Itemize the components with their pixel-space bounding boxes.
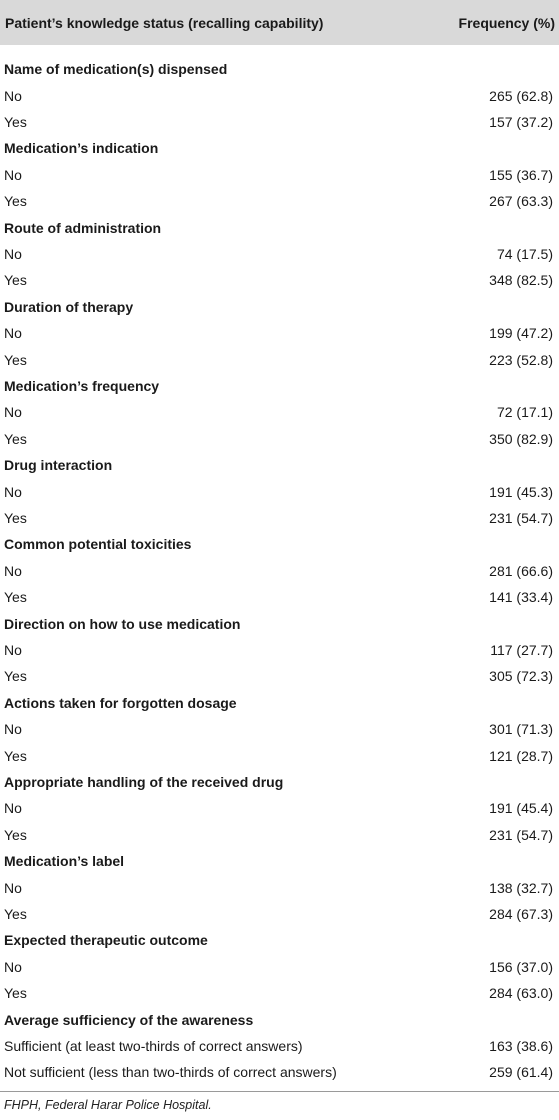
section-title: Average sufficiency of the awareness (4, 1011, 254, 1028)
row-frequency-value: 223 (52.8) (489, 351, 553, 368)
section-title: Medication’s frequency (4, 377, 160, 394)
column-header-frequency: Frequency (%) (458, 14, 555, 31)
row-frequency-value: 191 (45.4) (489, 800, 553, 817)
row-frequency-value: 72 (17.1) (496, 404, 553, 421)
row-label: Yes (4, 747, 27, 764)
row-label: Not sufficient (less than two-thirds of correct answers) (4, 1064, 337, 1081)
section-title: Common potential toxicities (4, 536, 192, 553)
table-row (0, 822, 559, 848)
table-row (0, 346, 559, 372)
section-header-row (0, 769, 559, 795)
table-row (0, 162, 559, 188)
section-header-row (0, 1006, 559, 1032)
row-label: No (4, 641, 22, 658)
table-row (0, 109, 559, 135)
row-frequency-value: 231 (54.7) (489, 509, 553, 526)
row-label: Yes (4, 509, 27, 526)
table-footnote: FHPH, Federal Harar Police Hospital. (4, 1098, 212, 1112)
row-label: Yes (4, 668, 27, 685)
row-frequency-value: 163 (38.6) (489, 1037, 553, 1054)
section-header-row (0, 531, 559, 557)
section-header-row (0, 690, 559, 716)
row-label: No (4, 404, 22, 421)
section-header-row (0, 373, 559, 399)
section-title: Medication’s indication (4, 140, 159, 157)
table-row (0, 320, 559, 346)
section-title: Medication’s label (4, 853, 125, 870)
row-frequency-value: 74 (17.5) (496, 245, 553, 262)
section-header-row (0, 56, 559, 82)
row-label: No (4, 245, 22, 262)
row-label: Yes (4, 113, 27, 130)
table-row (0, 399, 559, 425)
row-label: Yes (4, 272, 27, 289)
row-frequency-value: 267 (63.3) (489, 193, 553, 210)
section-title: Actions taken for forgotten dosage (4, 694, 237, 711)
table-bottom-rule (0, 1091, 559, 1092)
table-row (0, 663, 559, 689)
table-row (0, 716, 559, 742)
table-row (0, 505, 559, 531)
section-title: Duration of therapy (4, 298, 134, 315)
row-frequency-value: 191 (45.3) (489, 483, 553, 500)
section-header-row (0, 294, 559, 320)
row-frequency-value: 157 (37.2) (489, 113, 553, 130)
row-frequency-value: 138 (32.7) (489, 879, 553, 896)
row-frequency-value: 117 (27.7) (490, 641, 553, 658)
table-row (0, 584, 559, 610)
row-label: No (4, 800, 22, 817)
row-frequency-value: 348 (82.5) (489, 272, 553, 289)
row-frequency-value: 259 (61.4) (489, 1064, 553, 1081)
row-label: No (4, 562, 22, 579)
row-frequency-value: 199 (47.2) (489, 325, 553, 342)
row-frequency-value: 156 (37.0) (489, 958, 553, 975)
row-frequency-value: 284 (63.0) (489, 985, 553, 1002)
table-row (0, 1033, 559, 1059)
row-label: Yes (4, 985, 27, 1002)
table-row (0, 1059, 559, 1085)
row-frequency-value: 141 (33.4) (489, 589, 553, 606)
section-header-row (0, 610, 559, 636)
table-row (0, 188, 559, 214)
table-row (0, 637, 559, 663)
section-title: Appropriate handling of the received drug (4, 773, 284, 790)
section-header-row (0, 452, 559, 478)
table-row (0, 901, 559, 927)
table-row (0, 478, 559, 504)
row-label: Yes (4, 826, 27, 843)
section-header-row (0, 927, 559, 953)
section-header-row (0, 848, 559, 874)
table-row (0, 980, 559, 1006)
table-row (0, 742, 559, 768)
section-title: Direction on how to use medication (4, 615, 241, 632)
table-row (0, 82, 559, 108)
section-title: Drug interaction (4, 457, 113, 474)
row-frequency-value: 301 (71.3) (489, 721, 553, 738)
section-header-row (0, 135, 559, 161)
row-label: No (4, 483, 22, 500)
row-frequency-value: 305 (72.3) (489, 668, 553, 685)
row-frequency-value: 155 (36.7) (489, 166, 553, 183)
row-frequency-value: 350 (82.9) (489, 430, 553, 447)
row-label: Yes (4, 589, 27, 606)
table-header-row (0, 0, 559, 45)
row-frequency-value: 121 (28.7) (489, 747, 553, 764)
table-row (0, 558, 559, 584)
table-row (0, 954, 559, 980)
row-label: Yes (4, 351, 27, 368)
table-row (0, 874, 559, 900)
section-title: Name of medication(s) dispensed (4, 61, 228, 78)
row-label: No (4, 166, 22, 183)
column-header-knowledge-status: Patient’s knowledge status (recalling capability) (5, 14, 324, 31)
table-row (0, 241, 559, 267)
row-frequency-value: 231 (54.7) (489, 826, 553, 843)
row-label: No (4, 87, 22, 104)
section-title: Route of administration (4, 219, 162, 236)
row-label: No (4, 879, 22, 896)
row-label: Yes (4, 430, 27, 447)
row-frequency-value: 284 (67.3) (489, 905, 553, 922)
row-frequency-value: 281 (66.6) (489, 562, 553, 579)
table-row (0, 426, 559, 452)
row-label: Yes (4, 193, 27, 210)
row-label: No (4, 325, 22, 342)
row-label: No (4, 721, 22, 738)
row-label: Yes (4, 905, 27, 922)
table-row (0, 795, 559, 821)
section-title: Expected therapeutic outcome (4, 932, 208, 949)
row-frequency-value: 265 (62.8) (489, 87, 553, 104)
row-label: No (4, 958, 22, 975)
row-label: Sufficient (at least two-thirds of correct answers) (4, 1037, 303, 1054)
section-header-row (0, 214, 559, 240)
table-row (0, 267, 559, 293)
